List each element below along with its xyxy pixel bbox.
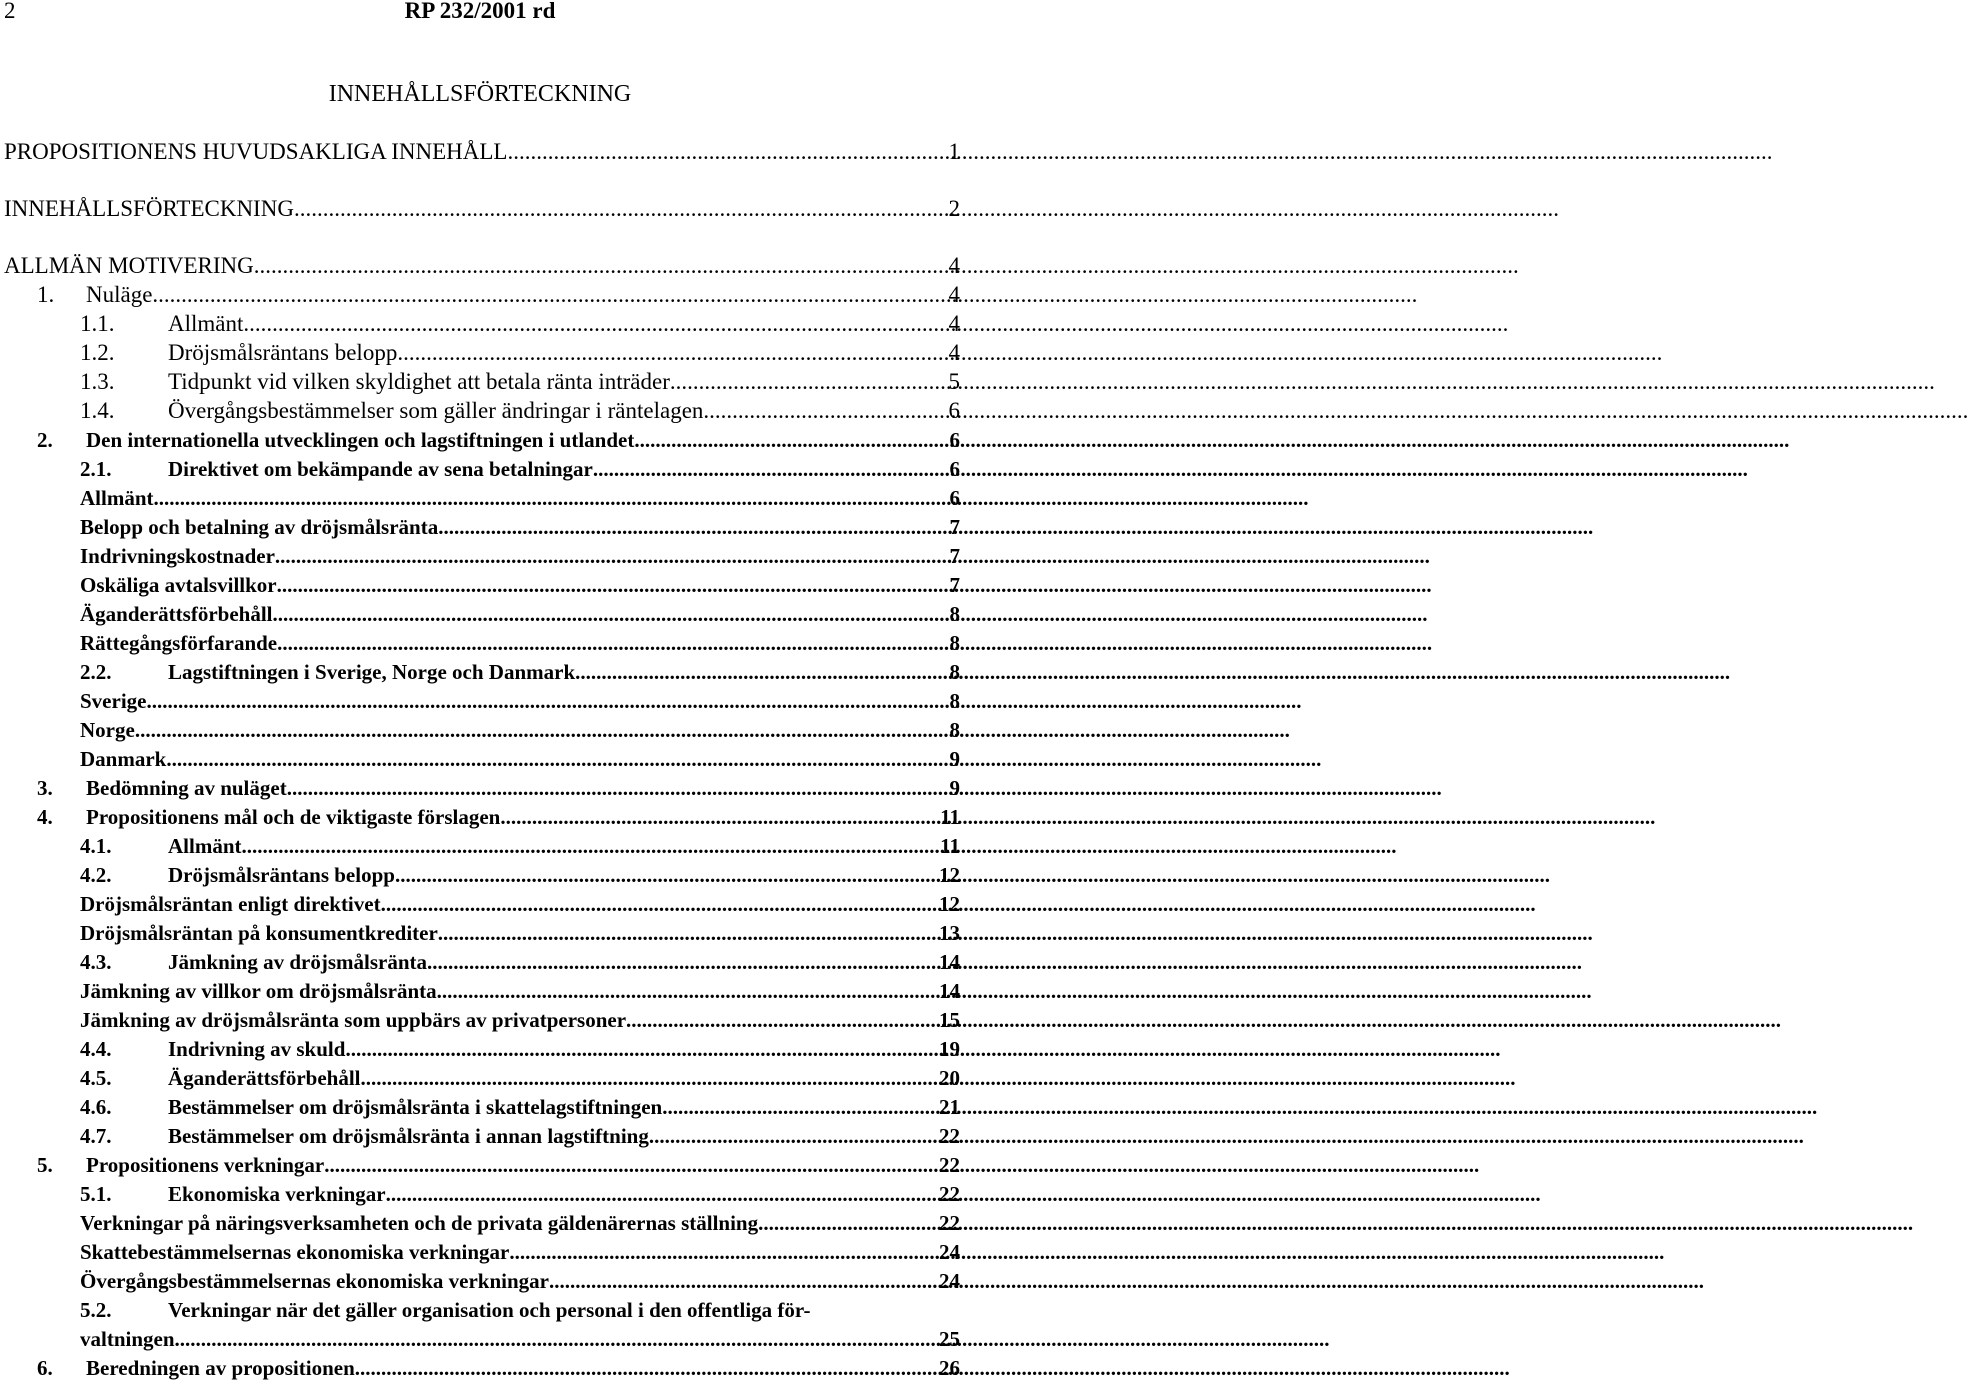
toc-entry-title: Skattebestämmelsernas ekonomiska verkningar [80,1240,510,1264]
dot-leader [243,310,948,338]
toc-entry-title: Dröjsmålsräntans belopp [168,340,398,365]
toc-entry-page: 22 [939,1124,960,1148]
toc-entry [0,252,960,280]
toc-entry [0,1151,960,1179]
dot-leader [662,1093,939,1121]
toc-entry [0,1267,960,1295]
dot-leader [287,774,950,802]
toc-entry [0,339,960,367]
toc-entry-page: 11 [940,805,960,829]
toc-entry [0,138,960,166]
toc-entry-number: 4.4. [80,1037,112,1061]
toc-entry-page: 22 [939,1211,960,1235]
toc-entry-title: Indrivningskostnader [80,544,275,568]
toc-entry-page: 24 [939,1269,960,1293]
toc-entry-page: 4 [948,282,960,307]
toc-entry-page: 19 [939,1037,960,1061]
toc-entry-title: Verkningar på näringsverksamheten och de privata gäldenärernas ställning [80,1211,759,1235]
toc-entry [0,1035,960,1063]
toc-entry-number: 1.4. [80,398,115,423]
toc-entry-number: 5.1. [80,1182,112,1206]
toc-entry-title: Direktivet om bekämpande av sena betalningar [168,457,593,481]
dot-leader [397,339,948,367]
toc-entry-page: 12 [939,892,960,916]
toc-entry-number: 2. [37,428,53,452]
toc-entry-title: Den internationella utvecklingen och lagstiftningen i utlandet [86,428,635,452]
dot-leader [507,138,948,166]
toc-entry-title: Dröjsmålsräntan enligt direktivet [80,892,381,916]
dot-leader [152,281,948,309]
toc-entry-page: 5 [948,369,960,394]
toc-entry [0,977,960,1005]
dot-leader [154,484,950,512]
toc-entry-page: 6 [949,428,960,452]
toc-entry [0,310,960,338]
toc-entry-page: 1 [948,139,960,164]
toc-entry-title: Jämkning av dröjsmålsränta [168,950,428,974]
toc-entry-title: Dröjsmålsräntan på konsumentkrediter [80,921,438,945]
dot-leader [166,745,949,773]
toc-entry-page: 9 [949,776,960,800]
toc-entry-page: 2 [948,196,960,221]
dot-leader [395,861,939,889]
toc-entry [0,426,960,454]
toc-entry [0,745,960,773]
toc-entry-number: 4.6. [80,1095,112,1119]
toc-entry-title: Rättegångsförfarande [80,631,278,655]
dot-leader [345,1035,939,1063]
toc-entry-number: 2.2. [80,660,112,684]
toc-entry-number: 3. [37,776,53,800]
dot-leader [273,600,950,628]
toc-entry-title: ALLMÄN MOTIVERING [4,253,254,278]
toc-entry-number: 6. [37,1356,53,1380]
toc-entry-number: 2.1. [80,457,112,481]
toc-entry-number: 1.2. [80,340,115,365]
dot-leader [549,1267,939,1295]
toc-entry-page: 4 [948,340,960,365]
dot-leader [146,687,949,715]
toc-entry-title: Jämkning av dröjsmålsränta som uppbärs av privatpersoner [80,1008,627,1032]
toc-entry [0,919,960,947]
toc-entry-page: 12 [939,863,960,887]
toc-entry-number: 5. [37,1153,53,1177]
toc-entry [0,281,960,309]
dot-leader [670,368,949,396]
dot-leader [355,1354,939,1382]
toc-entry [0,832,960,860]
toc-entry-title: Verkningar när det gäller organisation och personal i den offentliga för- [168,1298,811,1322]
toc-entry-page: 6 [949,457,960,481]
toc-entry-page: 4 [948,253,960,278]
toc-entry-title: Belopp och betalning av dröjsmålsränta [80,515,439,539]
toc-entry-page: 6 [948,398,960,423]
dot-leader [277,629,949,657]
dot-leader [277,571,950,599]
dot-leader [703,397,948,425]
toc-entry-title: Övergångsbestämmelsernas ekonomiska verkningar [80,1269,549,1293]
toc-entry-number: 1. [37,282,55,307]
toc-entry [0,513,960,541]
toc-entry-page: 20 [939,1066,960,1090]
toc-entry-title: Bestämmelser om dröjsmålsränta i skattelagstiftningen [168,1095,663,1119]
toc-entry-page: 14 [939,979,960,1003]
toc-entry-page: 26 [939,1356,960,1380]
toc-entry-page: 22 [939,1182,960,1206]
toc-entry-number: 1.1. [80,311,115,336]
toc-entry-page: 8 [949,718,960,742]
toc-entry [0,1238,960,1266]
toc-entry-page: 8 [949,602,960,626]
toc-entry-title: Övergångsbestämmelser som gäller ändringar i räntelagen [168,398,704,423]
toc-entry-page: 8 [949,631,960,655]
toc-entry [0,890,960,918]
toc-entry [0,687,960,715]
toc-entry-page: 22 [939,1153,960,1177]
toc-entry-title: INNEHÅLLSFÖRTECKNING [4,196,294,221]
toc-entry [0,948,960,976]
toc-entry [0,455,960,483]
toc-entry-page: 24 [939,1240,960,1264]
toc-entry-title: Propositionens verkningar [86,1153,325,1177]
toc-entry-number: 4.5. [80,1066,112,1090]
toc-entry-page: 15 [939,1008,960,1032]
dot-leader [275,542,950,570]
toc-entry-page: 11 [940,834,960,858]
dot-leader [634,426,949,454]
toc-entry-title: Allmänt [168,834,242,858]
toc-entry-title: Äganderättsförbehåll [168,1066,361,1090]
dot-leader [175,1325,939,1353]
toc-entry-title: Norge [80,718,135,742]
toc-entry-number: 4.1. [80,834,112,858]
dot-leader [242,832,941,860]
toc-entry [0,658,960,686]
dot-leader [438,919,939,947]
toc-entry-page: 13 [939,921,960,945]
toc-entry-title-continuation: valtningen [80,1327,175,1351]
toc-entry [0,861,960,889]
toc-entry-number: 5.2. [80,1298,112,1322]
toc-entry-title: Allmänt [168,311,244,336]
toc-entry-title: Sverige [80,689,147,713]
toc-entry-title: Allmänt [80,486,154,510]
toc-entry [0,195,960,223]
toc-heading: INNEHÅLLSFÖRTECKNING [328,81,632,107]
toc-entry [0,803,960,831]
document-reference: RP 232/2001 rd [404,0,556,23]
toc-entry-page: 25 [939,1327,960,1351]
toc-entry-title: Bestämmelser om dröjsmålsränta i annan lagstiftning [168,1124,649,1148]
toc-entry [0,1180,960,1208]
toc-entry [0,397,960,425]
toc-entry-number: 4.3. [80,950,112,974]
dot-leader [437,977,939,1005]
toc-entry-number: 4. [37,805,53,829]
toc-entry-title: Lagstiftningen i Sverige, Norge och Danmark [168,660,576,684]
toc-entry-page: 14 [939,950,960,974]
dot-leader [135,716,950,744]
dot-leader [500,803,940,831]
toc-entry [0,716,960,744]
dot-leader [254,252,949,280]
toc-entry [0,600,960,628]
dot-leader [438,513,949,541]
toc-entry-page: 21 [939,1095,960,1119]
toc-entry [0,629,960,657]
dot-leader [324,1151,939,1179]
toc-entry [0,1093,960,1121]
dot-leader [294,195,949,223]
toc-entry-page: 4 [948,311,960,336]
toc-entry [0,1122,960,1150]
toc-entry-page: 7 [949,573,960,597]
toc-entry-page: 7 [949,515,960,539]
dot-leader [361,1064,940,1092]
toc-entry [0,774,960,802]
toc-entry [0,368,960,396]
dot-leader [649,1122,939,1150]
toc-entry-title: Ekonomiska verkningar [168,1182,386,1206]
toc-entry [0,571,960,599]
toc-entry-title: Beredningen av propositionen [86,1356,355,1380]
toc-entry-title: PROPOSITIONENS HUVUDSAKLIGA INNEHÅLL [4,139,508,164]
toc-entry-title: Danmark [80,747,167,771]
toc-entry-page: 8 [949,660,960,684]
toc-entry-title: Nuläge [86,282,153,307]
toc-entry [0,1006,960,1034]
toc-entry [0,1209,960,1237]
toc-entry-page: 9 [949,747,960,771]
toc-entry [0,1354,960,1382]
dot-leader [593,455,950,483]
dot-leader [381,890,939,918]
toc-entry [0,542,960,570]
dot-leader [509,1238,939,1266]
dot-leader [758,1209,939,1237]
dot-leader [427,948,939,976]
toc-entry-title: Indrivning av skuld [168,1037,346,1061]
toc-entry-title: Bedömning av nuläget [86,776,287,800]
dot-leader [626,1006,939,1034]
toc-entry-title: Dröjsmålsräntans belopp [168,863,395,887]
toc-entry-continuation [80,1325,960,1353]
page-number: 2 [4,0,16,23]
toc-entry-title: Äganderättsförbehåll [80,602,273,626]
dot-leader [575,658,949,686]
dot-leader [386,1180,939,1208]
toc-entry-title: Jämkning av villkor om dröjsmålsränta [80,979,437,1003]
toc-entry-title: Tidpunkt vid vilken skyldighet att betala ränta inträder [168,369,670,394]
toc-entry [0,484,960,512]
toc-entry-page: 6 [949,486,960,510]
toc-entry-title: Oskäliga avtalsvillkor [80,573,277,597]
toc-entry [0,1064,960,1092]
toc-entry-number: 4.2. [80,863,112,887]
toc-entry-number: 4.7. [80,1124,112,1148]
toc-entry-title: Propositionens mål och de viktigaste förslagen [86,805,501,829]
toc-entry-number: 1.3. [80,369,115,394]
toc-entry-page: 8 [949,689,960,713]
toc-entry-page: 7 [949,544,960,568]
